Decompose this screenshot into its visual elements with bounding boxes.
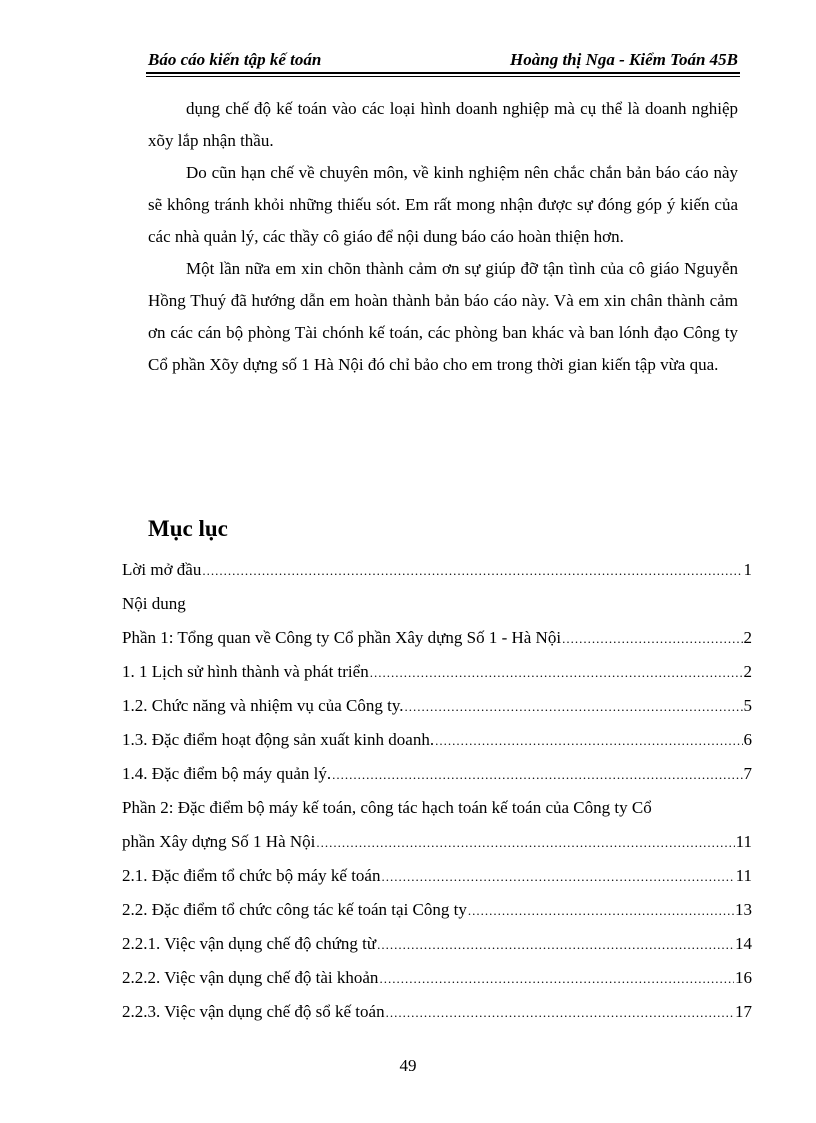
page-header: [146, 50, 740, 72]
table-of-contents: [122, 553, 752, 1029]
toc-entry: [122, 655, 752, 689]
toc-entry: [122, 961, 752, 995]
toc-entry: [122, 689, 752, 723]
toc-entry: [122, 995, 752, 1029]
toc-leader-dots: [332, 758, 742, 791]
toc-entry: [122, 553, 752, 587]
toc-entry-label: Nội dung: [122, 594, 186, 613]
toc-entry-page: 6: [743, 730, 752, 749]
toc-leader-dots: [379, 962, 734, 995]
toc-entry-label: 1. 1 Lịch sử hình thành và phát triển: [122, 662, 369, 681]
toc-entry-label: 2.2.2. Việc vận dụng chế độ tài khoản: [122, 968, 379, 987]
toc-entry-page: 11: [735, 866, 752, 885]
toc-leader-dots: [435, 724, 742, 757]
toc-leader-dots: [468, 894, 734, 927]
toc-entry-label: 2.2. Đặc điểm tổ chức công tác kế toán tại Công ty: [122, 900, 467, 919]
toc-title: Mục lục: [148, 516, 228, 541]
toc-entry-page: 17: [735, 1002, 752, 1021]
toc-entry-page: 7: [743, 764, 752, 783]
header-rule-thick: [146, 72, 740, 74]
toc-entry-page: 14: [735, 934, 752, 953]
body-text: [148, 93, 738, 381]
toc-entry: [122, 859, 752, 893]
paragraph: dụng chế độ kế toán vào các loại hình doanh nghiệp mà cụ thể là doanh nghiệp xõy lắp nhận thầu.: [148, 99, 738, 150]
toc-leader-dots: [370, 656, 743, 689]
toc-entry: [122, 723, 752, 757]
toc-entry-page: 13: [735, 900, 752, 919]
toc-entry-label-line2: phần Xây dựng Số 1 Hà Nội: [122, 832, 316, 851]
toc-entry-page: 2: [743, 628, 752, 647]
toc-entry-label: 1.4. Đặc điểm bộ máy quản lý.: [122, 764, 332, 783]
toc-entry-label: 2.2.3. Việc vận dụng chế độ sổ kế toán: [122, 1002, 385, 1021]
toc-entry-label: Lời mở đầu: [122, 560, 202, 579]
paragraph: Một lần nữa em xin chõn thành cảm ơn sự giúp đỡ tận tình của cô giáo Nguyễn Hồng Thuý đã hướng dẫn em hoàn thành bản báo cáo này. Và em xin chân thành cảm ơn các cán bộ phòng Tài chónh kế toán, các phòng ban khác và ban lónh đạo Công ty Cổ phần Xõy dựng số 1 Hà Nội đó chỉ bảo cho em trong thời gian kiến tập vừa qua.: [148, 259, 738, 374]
toc-entry-page: 16: [735, 968, 752, 987]
page-number: 49: [399, 1056, 417, 1075]
toc-entry-line2: [122, 825, 752, 859]
toc-entry: [122, 621, 752, 655]
toc-entry: [122, 893, 752, 927]
toc-entry-page: 5: [743, 696, 752, 715]
toc-entry-page: 2: [743, 662, 752, 681]
toc-entry: [122, 587, 752, 621]
toc-entry: [122, 791, 752, 859]
toc-leader-dots: [386, 996, 734, 1029]
header-report-title: Báo cáo kiến tập kế toán: [148, 50, 322, 69]
toc-entry-label: 1.2. Chức năng và nhiệm vụ của Công ty.: [122, 696, 404, 715]
paragraph: Do cũn hạn chế về chuyên môn, về kinh nghiệm nên chắc chắn bản báo cáo này sẽ không tránh khỏi những thiếu sót. Em rất mong nhận được sự đóng góp ý kiến của các nhà quản lý, các thầy cô giáo để nội dung báo cáo hoàn thiện hơn.: [148, 163, 738, 246]
toc-leader-dots: [404, 690, 742, 723]
toc-leader-dots: [316, 826, 734, 859]
header-author: Hoàng thị Nga - Kiểm Toán 45B: [510, 50, 738, 69]
toc-entry-page: 1: [743, 560, 752, 579]
toc-leader-dots: [377, 928, 734, 961]
toc-entry-label: 2.1. Đặc điểm tổ chức bộ máy kế toán: [122, 866, 381, 885]
toc-entry: [122, 927, 752, 961]
toc-entry: [122, 757, 752, 791]
toc-entry-label: 2.2.1. Việc vận dụng chế độ chứng từ: [122, 934, 377, 953]
toc-entry-page: 11: [735, 832, 752, 851]
toc-leader-dots: [202, 554, 742, 587]
toc-entry-label: Phần 1: Tổng quan về Công ty Cổ phần Xây dựng Số 1 - Hà Nội: [122, 628, 562, 647]
header-rule-thin: [146, 76, 740, 77]
toc-leader-dots: [381, 860, 734, 893]
toc-entry-label: 1.3. Đặc điểm hoạt động sản xuất kinh doanh.: [122, 730, 435, 749]
toc-leader-dots: [562, 622, 742, 655]
toc-entry-label-line1: Phần 2: Đặc điểm bộ máy kế toán, công tác hạch toán kế toán của Công ty Cổ: [122, 798, 652, 817]
